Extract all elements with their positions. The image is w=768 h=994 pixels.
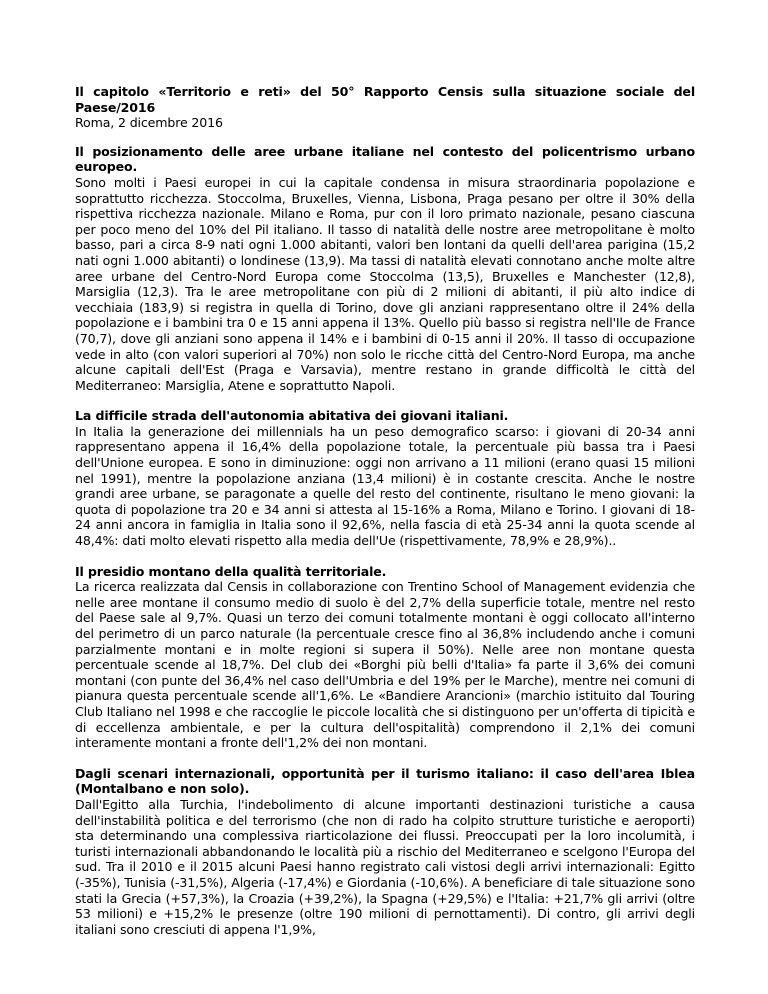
section-body: Dall'Egitto alla Turchia, l'indebolimento di alcune importanti destinazioni turistiche a causa dell'instabilità politica e del terrorismo (che non di rado ha colpito strutture turistiche e aeroporti) sta determinando una complessiva riarticolazione dei flussi. Preoccupati per la loro incolumità, i turisti internazionali abbandonando le località più a rischio del Mediterraneo e scelgono l'Europa del sud. Tra il 2010 e il 2015 alcuni Paesi hanno registrato cali vistosi degli arrivi internazionali: Egitto (-35%), Tunisia (-31,5%), Algeria (-17,4%) e Giordania (-10,6%). A beneficiare di tale situazione sono stati la Grecia (+57,3%), la Croazia (+39,2%), la Spagna (+29,5%) e l'Italia: +21,7% gli arrivi (oltre 53 milioni) e +15,2% le presenze (oltre 190 milioni di pernottamenti). Di contro, gli arrivi degli italiani sono cresciuti di appena l'1,9%, — [75, 796, 695, 937]
section-tourism — [75, 766, 695, 938]
section-mountain-areas — [75, 564, 695, 751]
section-heading: Il presidio montano della qualità territoriale. — [75, 563, 387, 579]
document-title: Il capitolo «Territorio e reti» del 50° Rapporto Censis sulla situazione sociale del Paese/2016 — [75, 84, 695, 115]
section-heading: Dagli scenari internazionali, opportunità per il turismo italiano: il caso dell'area Iblea (Montalbano e non solo). — [75, 765, 695, 797]
section-heading: Il posizionamento delle aree urbane italiane nel contesto del policentrismo urbano europeo. — [75, 143, 695, 175]
section-youth-housing — [75, 408, 695, 548]
section-body: In Italia la generazione dei millennials ha un peso demografico scarso: i giovani di 20-34 anni rappresentano appena il 16,4% della popolazione totale, la percentuale più bassa tra i Paesi dell'Unione europea. E sono in diminuzione: oggi non arrivano a 11 milioni (erano quasi 15 milioni nel 1991), mentre la popolazione anziana (13,4 milioni) è in costante crescita. Anche le nostre grandi aree urbane, se paragonate a quelle del resto del continente, risultano le meno giovani: la quota di popolazione tra 20 e 34 anni si attesta al 15-16% a Roma, Milano e Torino. I giovani di 18-24 anni ancora in famiglia in Italia sono il 92,6%, nella fascia di età 25-34 anni la quota scende al 48,4%: dati molto elevati rispetto alla media dell'Ue (rispettivamente, 78,9% e 28,9%).. — [75, 423, 695, 549]
section-heading: La difficile strada dell'autonomia abitativa dei giovani italiani. — [75, 408, 509, 424]
document-page — [75, 84, 695, 952]
section-urban-areas — [75, 144, 695, 394]
section-body: Sono molti i Paesi europei in cui la capitale condensa in misura straordinaria popolazione e soprattutto ricchezza. Stoccolma, Bruxelles, Vienna, Lisbona, Praga pesano per oltre il 30% della rispettiva ricchezza nazionale. Milano e Roma, pur con il loro primato nazionale, pesano ciascuna per poco meno del 10% del Pil italiano. Il tasso di natalità delle nostre aree metropolitane è molto basso, pari a circa 8-9 nati ogni 1.000 abitanti, valori ben lontani da quelli dell'area parigina (15,2 nati ogni 1.000 abitanti) o londinese (13,9). Ma tassi di natalità elevati connotano anche molte altre aree urbane del Centro-Nord Europa come Stoccolma (13,5), Bruxelles e Manchester (12,8), Marsiglia (12,3). Tra le aree metropolitane con più di 2 milioni di abitanti, il più alto indice di vecchiaia (183,9) si registra in quella di Torino, dove gli anziani rappresentano oltre il 24% della popolazione e i bambini tra 0 e 15 anni appena il 13%. Quello più basso si registra nell'Ile de France (70,7), dove gli anziani sono appena il 14% e i bambini di 0-15 anni il 20%. Il tasso di occupazione vede in alto (con valori superiori al 70%) non solo le ricche città del Centro-Nord Europa, ma anche alcune capitali dell'Est (Praga e Varsavia), mentre restano in grande difficoltà le città del Mediterraneo: Marsiglia, Atene e soprattutto Napoli. — [75, 174, 695, 393]
document-dateline: Roma, 2 dicembre 2016 — [75, 115, 223, 131]
section-body: La ricerca realizzata dal Censis in collaborazione con Trentino School of Management evidenzia che nelle aree montane il consumo medio di suolo è del 2,7% della superficie totale, mentre nel resto del Paese sale al 9,7%. Quasi un terzo dei comuni totalmente montani è oggi collocato all'interno del perimetro di un parco naturale (la percentuale cresce fino al 36,8% includendo anche i comuni parzialmente montani e in molte regioni si supera il 50%). Nelle aree non montane questa percentuale scende al 18,7%. Del club dei «Borghi più belli d'Italia» fa parte il 3,6% dei comuni montani (con punte del 36,4% nel caso dell'Umbria e del 19% per le Marche), mentre nei comuni di pianura questa percentuale scende all'1,6%. Le «Bandiere Arancioni» (marchio istituito dal Touring Club Italiano nel 1998 e che raccoglie le piccole località che si distinguono per un'offerta di tipicità e di eccellenza ambientale, e per la cultura dell'ospitalità) comprendono il 2,1% dei comuni interamente montani a fronte dell'1,2% dei non montani. — [75, 579, 695, 751]
